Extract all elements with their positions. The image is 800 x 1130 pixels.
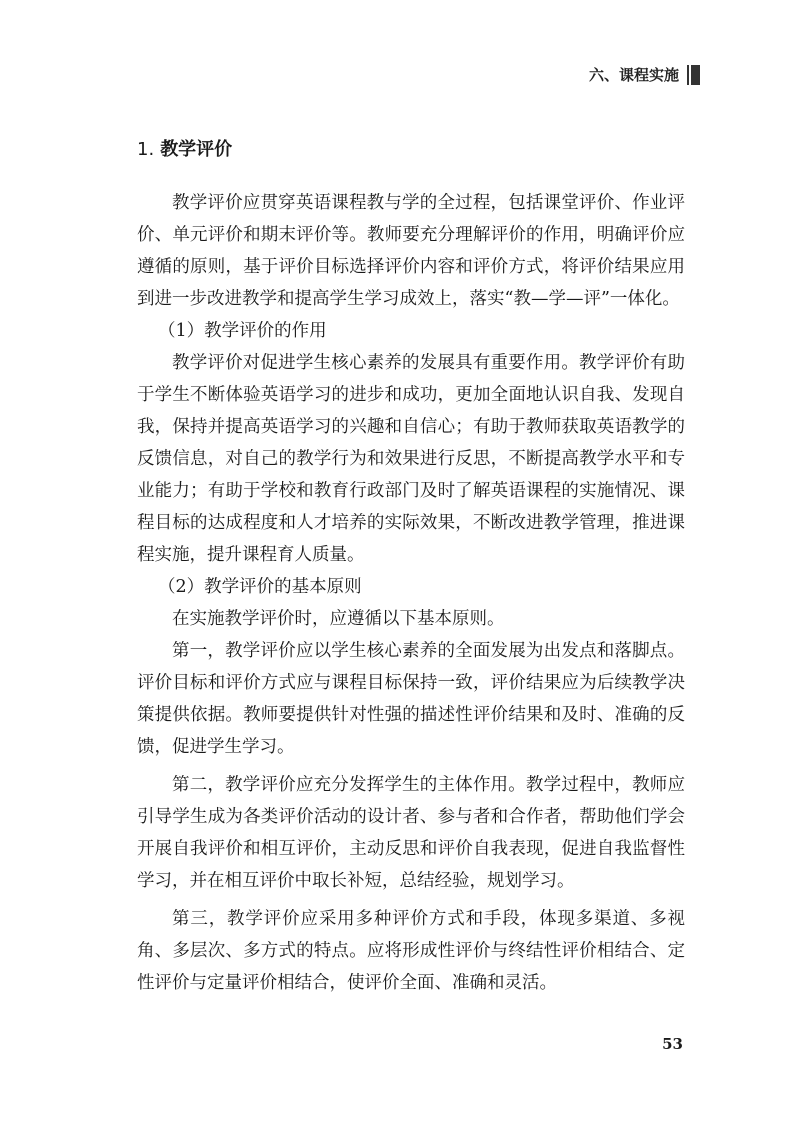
subheading-principles: （2）教学评价的基本原则 [158,577,362,597]
principle-first-paragraph: 第一，教学评价应以学生核心素养的全面发展为出发点和落脚点。评价目标和评价方式应与课程目标保持一致，评价结果应为后续教学决策提供依据。教师要提供针对性强的描述性评价结果和及时、准确的反馈，促进学生学习。 [137,641,685,757]
header-bar-thin [687,65,689,85]
section-title: 教学评价 [160,139,233,160]
principle-second-paragraph: 第二，教学评价应充分发挥学生的主体作用。教学过程中，教师应引导学生成为各类评价活动的设计者、参与者和合作者，帮助他们学会开展自我评价和相互评价，主动反思和评价自我表现，促进自我监督性学习，并在相互评价中取长补短，总结经验，规划学习。 [137,775,685,891]
principles-intro-paragraph: 在实施教学评价时，应遵循以下基本原则。 [172,609,505,629]
header-bar-thick [691,65,700,85]
section-number: 1. [137,139,155,160]
chapter-title: 六、课程实施 [588,66,679,84]
page-number: 53 [662,1035,683,1053]
running-header [589,64,700,85]
header-bar-ornament [687,65,700,85]
principle-third-paragraph: 第三，教学评价应采用多种评价方式和手段，体现多渠道、多视角、多层次、多方式的特点。应将形成性评价与终结性评价相结合、定性评价与定量评价相结合，使评价全面、准确和灵活。 [137,909,685,993]
page-body [137,138,685,999]
role-paragraph: 教学评价对促进学生核心素养的发展具有重要作用。教学评价有助于学生不断体验英语学习的进步和成功，更加全面地认识自我、发现自我，保持并提高英语学习的兴趣和自信心；有助于教师获取英语教学的反馈信息，对自己的教学行为和效果进行反思，不断提高教学水平和专业能力；有助于学校和教育行政部门及时了解英语课程的实施情况、课程目标的达成程度和人才培养的实际效果，不断改进教学管理，推进课程实施，提升课程育人质量。 [137,353,685,565]
subheading-role: （1）教学评价的作用 [158,321,327,341]
section-heading [137,138,685,162]
intro-paragraph: 教学评价应贯穿英语课程教与学的全过程，包括课堂评价、作业评价、单元评价和期末评价等。教师要充分理解评价的作用，明确评价应遵循的原则，基于评价目标选择评价内容和评价方式，将评价结果应用到进一步改进教学和提高学生学习成效上，落实“教—学—评”一体化。 [137,193,685,309]
